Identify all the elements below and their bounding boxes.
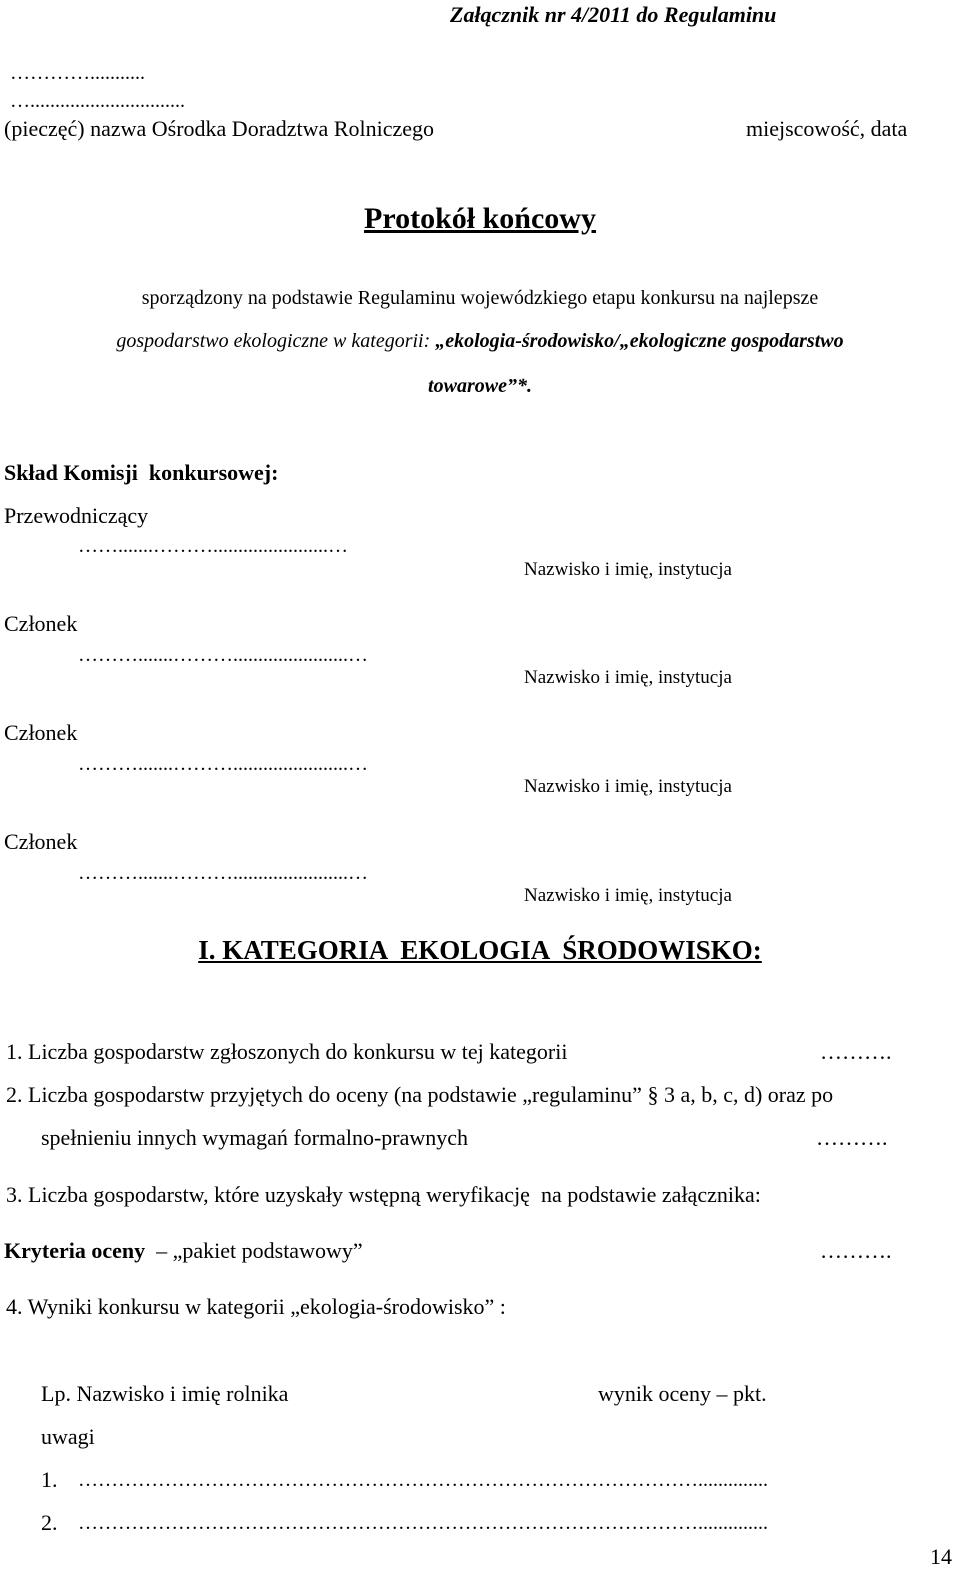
section-heading: I. KATEGORIA EKOLOGIA ŚRODOWISKO: [198, 935, 762, 965]
committee-role-member: Członek [4, 720, 78, 745]
place-date-label: miejscowość, data [746, 116, 908, 141]
results-header-notes: uwagi [41, 1424, 95, 1449]
results-header-score: wynik oceny – pkt. [598, 1381, 767, 1406]
committee-heading: Skład Komisji konkursowej: [4, 460, 279, 485]
item-4-text: 4. Wyniki konkursu w kategorii „ekologia-środowisko” : [6, 1294, 506, 1319]
committee-role-member: Członek [4, 611, 78, 636]
item-2-text: 2. Liczba gospodarstw przyjętych do oceny (na podstawie „regulaminu” § 3 a, b, c, d) oraz po [6, 1082, 834, 1107]
signature-dots: …….......……….......................… [78, 535, 348, 557]
intro-line-3: towarowe”*. [428, 375, 532, 397]
signature-caption: Nazwisko i imię, instytucja [524, 667, 732, 688]
results-row-dots: ………………………………………………………………………………….............. [78, 1469, 768, 1491]
stamp-label: (pieczęć) nazwa Ośrodka Doradztwa Rolniczego [4, 116, 435, 141]
item-2-dots: ………. [816, 1125, 888, 1150]
signature-caption: Nazwisko i imię, instytucja [524, 559, 732, 580]
results-row-dots: ………………………………………………………………………………….............. [78, 1512, 768, 1534]
results-row-number: 1. [41, 1467, 58, 1492]
item-1-dots: ………. [820, 1039, 892, 1064]
stamp-dots-line-2: …............................... [10, 90, 185, 112]
signature-dots: ……….......……….......................… [78, 644, 368, 666]
page-number: 14 [930, 1544, 952, 1569]
signature-dots: ……….......……….......................… [78, 862, 368, 884]
criteria-dots: ………. [820, 1238, 892, 1263]
committee-role-chair: Przewodniczący [4, 503, 149, 528]
intro-line-1: sporządzony na podstawie Regulaminu wojewódzkiego etapu konkursu na najlepsze [141, 287, 819, 309]
signature-caption: Nazwisko i imię, instytucja [524, 885, 732, 906]
results-row-number: 2. [41, 1510, 58, 1535]
committee-role-member: Członek [4, 829, 78, 854]
results-header-lp-name: Lp. Nazwisko i imię rolnika [41, 1381, 289, 1406]
intro-line-2: gospodarstwo ekologiczne w kategorii: „ekologia-środowisko/„ekologiczne gospodarstwo [116, 330, 844, 352]
item-2-continuation: spełnieniu innych wymagań formalno-prawnych [41, 1125, 469, 1150]
attachment-label: Załącznik nr 4/2011 do Regulaminu [450, 2, 777, 27]
criteria-line: Kryteria oceny – „pakiet podstawowy” [4, 1238, 363, 1263]
item-3-text: 3. Liczba gospodarstw, które uzyskały wstępną weryfikację na podstawie załącznika: [6, 1182, 761, 1207]
item-1-text: 1. Liczba gospodarstw zgłoszonych do konkursu w tej kategorii [6, 1039, 568, 1064]
page-title: Protokół końcowy [364, 202, 596, 235]
stamp-dots-line-1: …………........... [10, 62, 145, 84]
signature-dots: ……….......……….......................… [78, 753, 368, 775]
signature-caption: Nazwisko i imię, instytucja [524, 776, 732, 797]
